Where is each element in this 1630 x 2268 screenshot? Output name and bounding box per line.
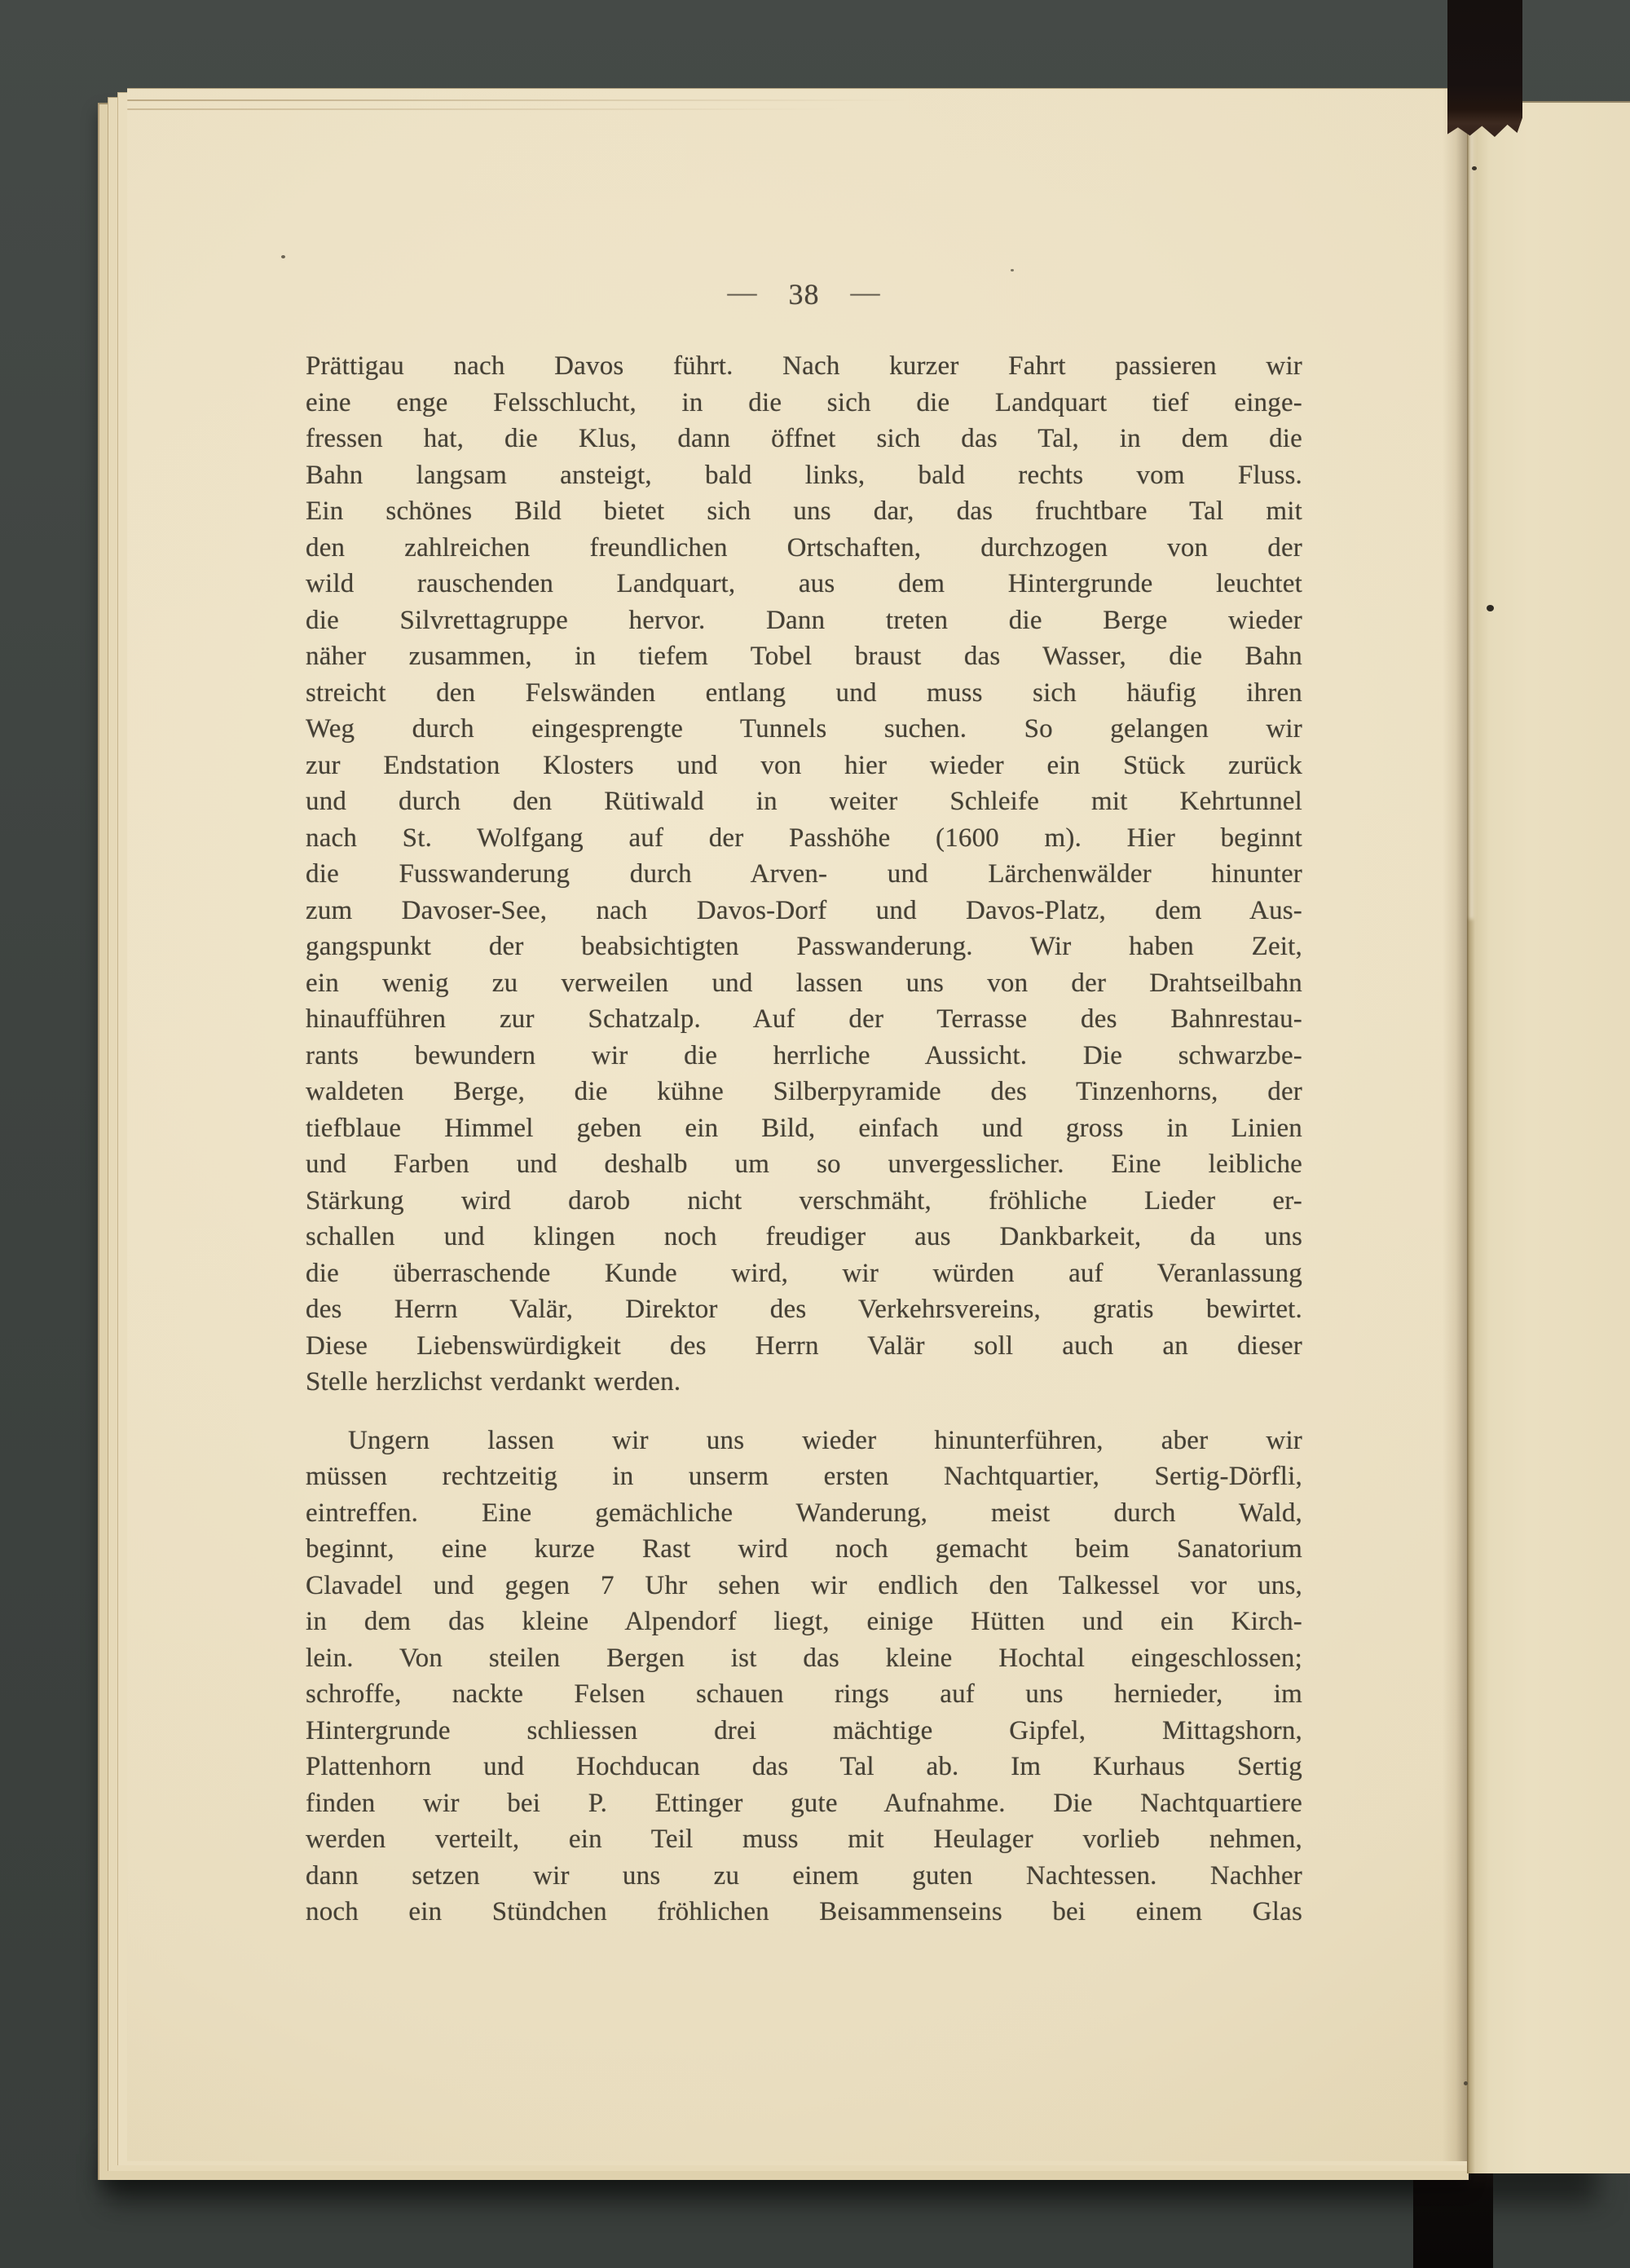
bookmark-ribbon-top: [1447, 0, 1522, 137]
text-line: wild rauschenden Landquart, aus dem Hintergrunde leuchtet: [306, 569, 1302, 598]
text-line: schroffe, nackte Felsen schauen rings auf uns hernieder, im: [306, 1679, 1302, 1709]
text-line: ein wenig zu verweilen und lassen uns von der Drahtseilbahn: [306, 968, 1302, 998]
page-stack-line: [127, 99, 910, 101]
text-line: Weg durch eingesprengte Tunnels suchen. So gelangen wir: [306, 714, 1302, 743]
text-line: fressen hat, die Klus, dann öffnet sich das Tal, in dem die: [306, 424, 1302, 453]
book-page: [127, 88, 1467, 2161]
text-line: eintreffen. Eine gemächliche Wanderung, meist durch Wald,: [306, 1498, 1302, 1528]
text-line: Ungern lassen wir uns wieder hinunterführen, aber wir: [348, 1425, 1302, 1455]
text-line: Bahn langsam ansteigt, bald links, bald rechts vom Fluss.: [306, 460, 1302, 490]
text-line: die Fusswanderung durch Arven- und Lärchenwälder hinunter: [306, 859, 1302, 889]
page-body-text: [306, 348, 1302, 1930]
text-line: in dem das kleine Alpendorf liegt, einige Hütten und ein Kirch-: [306, 1607, 1302, 1636]
text-line: rants bewundern wir die herrliche Aussicht. Die schwarzbe-: [306, 1040, 1302, 1070]
text-line: zur Endstation Klosters und von hier wieder ein Stück zurück: [306, 750, 1302, 780]
text-line: waldeten Berge, die kühne Silberpyramide des Tinzenhorns, der: [306, 1077, 1302, 1106]
text-line: Ein schönes Bild bietet sich uns dar, das fruchtbare Tal mit: [306, 496, 1302, 526]
text-line: gangspunkt der beabsichtigten Passwanderung. Wir haben Zeit,: [306, 932, 1302, 961]
page-number: [306, 278, 1302, 311]
paragraph: [306, 1423, 1302, 1930]
text-line: tiefblaue Himmel geben ein Bild, einfach und gross in Linien: [306, 1113, 1302, 1143]
page-number-dash-right: —: [850, 276, 881, 308]
text-line: lein. Von steilen Bergen ist das kleine Hochtal eingeschlossen;: [306, 1643, 1302, 1673]
paper-speck: [1011, 269, 1014, 271]
paper-speck: [1487, 605, 1494, 611]
text-line: und durch den Rütiwald in weiter Schleife mit Kehrtunnel: [306, 787, 1302, 816]
page-stack-line: [127, 108, 844, 110]
text-line: und Farben und deshalb um so unvergesslicher. Eine leibliche: [306, 1149, 1302, 1179]
text-line: Stelle herzlichst verdankt werden.: [306, 1367, 681, 1397]
text-line: nach St. Wolfgang auf der Passhöhe (1600 m). Hier beginnt: [306, 823, 1302, 853]
text-line: die überraschende Kunde wird, wir würden auf Veranlassung: [306, 1258, 1302, 1288]
paragraph: [306, 348, 1302, 1401]
text-line: schallen und klingen noch freudiger aus Dankbarkeit, da uns: [306, 1222, 1302, 1251]
text-line: Plattenhorn und Hochducan das Tal ab. Im Kurhaus Sertig: [306, 1752, 1302, 1781]
paper-speck: [1472, 166, 1477, 170]
text-line: Stärkung wird darob nicht verschmäht, fröhliche Lieder er-: [306, 1185, 1302, 1216]
text-line: zum Davoser-See, nach Davos-Dorf und Davos-Platz, dem Aus-: [306, 895, 1302, 925]
text-line: eine enge Felsschlucht, in die sich die Landquart tief einge-: [306, 387, 1302, 417]
text-line: Hintergrunde schliessen drei mächtige Gipfel, Mittagshorn,: [306, 1715, 1302, 1745]
text-line: des Herrn Valär, Direktor des Verkehrsvereins, gratis bewirtet.: [306, 1295, 1302, 1324]
text-line: hinaufführen zur Schatzalp. Auf der Terrasse des Bahnrestau-: [306, 1004, 1302, 1034]
page-number-dash-left: —: [727, 276, 758, 308]
text-line: streicht den Felswänden entlang und muss sich häufig ihren: [306, 677, 1302, 708]
facing-page: [1467, 101, 1630, 2173]
text-line: noch ein Stündchen fröhlichen Beisammenseins bei einem Glas: [306, 1897, 1302, 1926]
paper-speck: [1464, 2081, 1468, 2085]
text-line: müssen rechtzeitig in unserm ersten Nachtquartier, Sertig-Dörfli,: [306, 1462, 1302, 1491]
text-line: Clavadel und gegen 7 Uhr sehen wir endlich den Talkessel vor uns,: [306, 1570, 1302, 1600]
text-line: finden wir bei P. Ettinger gute Aufnahme. Die Nachtquartiere: [306, 1788, 1302, 1818]
gutter-wrinkle: [1469, 121, 1474, 920]
paper-speck: [281, 255, 285, 258]
text-line: die Silvrettagruppe hervor. Dann treten die Berge wieder: [306, 605, 1302, 635]
page-number-value: 38: [788, 278, 820, 311]
text-line: Diese Liebenswürdigkeit des Herrn Valär soll auch an dieser: [306, 1330, 1302, 1361]
text-line: beginnt, eine kurze Rast wird noch gemacht beim Sanatorium: [306, 1534, 1302, 1564]
text-line: dann setzen wir uns zu einem guten Nachtessen. Nachher: [306, 1860, 1302, 1891]
text-line: näher zusammen, in tiefem Tobel braust das Wasser, die Bahn: [306, 642, 1302, 671]
text-line: werden verteilt, ein Teil muss mit Heulager vorlieb nehmen,: [306, 1825, 1302, 1854]
text-line: den zahlreichen freundlichen Ortschaften, durchzogen von der: [306, 532, 1302, 563]
text-line: Prättigau nach Davos führt. Nach kurzer Fahrt passieren wir: [306, 351, 1302, 381]
